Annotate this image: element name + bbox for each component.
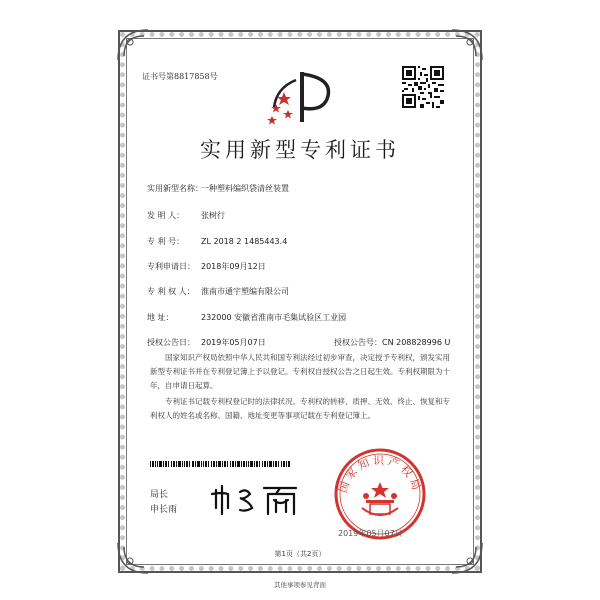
director-title: 局长 — [150, 490, 169, 500]
handwritten-signature — [210, 478, 300, 518]
director-name: 申长雨 — [150, 505, 178, 515]
statement-paragraph: 专利证书记载专利权登记时的法律状况。专利权的转移、质押、无效、终止、恢复和专利权人的姓名或名称、国籍、地址变更等事项记载在专利登记簿上。 — [150, 397, 450, 420]
certificate-title: 实用新型专利证书 — [200, 138, 400, 162]
field-grant-date: 授权公告日： 2019年05月07日 — [147, 338, 266, 347]
field-utility-model-name: 实用新型名称：一种塑料编织袋清丝装置 — [147, 184, 289, 193]
seal-text: 国家知识产权局 — [336, 453, 424, 495]
page-indicator: 第1页（共2页） — [274, 550, 326, 558]
field-authorization-number: 授权公告号：CN 208828996 U — [334, 338, 451, 347]
field-application-date: 专利申请日： 2018年09月12日 — [147, 262, 266, 271]
field-inventor: 发 明 人： 张树行 — [147, 211, 225, 220]
corner-ornament-icon — [450, 28, 484, 62]
field-patent-number: 专 利 号： ZL 2018 2 1485443.4 — [147, 237, 288, 246]
footer-note: 其他事项参见背面 — [274, 581, 326, 589]
corner-ornament-icon — [116, 28, 150, 62]
field-address: 地 址： 232000 安徽省淮南市毛集试验区工业园 — [147, 313, 347, 322]
qr-code — [402, 66, 444, 108]
statement-paragraph: 国家知识产权局依照中华人民共和国专利法经过初步审查，决定授予专利权，颁发实用新型专利证书并在专利登记簿上予以登记。专利权自授权公告之日起生效。专利权期限为十年，自申请日起算。 — [150, 353, 450, 390]
certificate-number: 证书号第8817858号 — [142, 72, 218, 81]
patent-office-logo-icon — [262, 68, 334, 126]
barcode — [150, 461, 290, 467]
seal-date: 2019年05月07日 — [338, 529, 403, 538]
field-patentee: 专 利 权 人： 淮南市通宇塑编有限公司 — [147, 287, 289, 296]
